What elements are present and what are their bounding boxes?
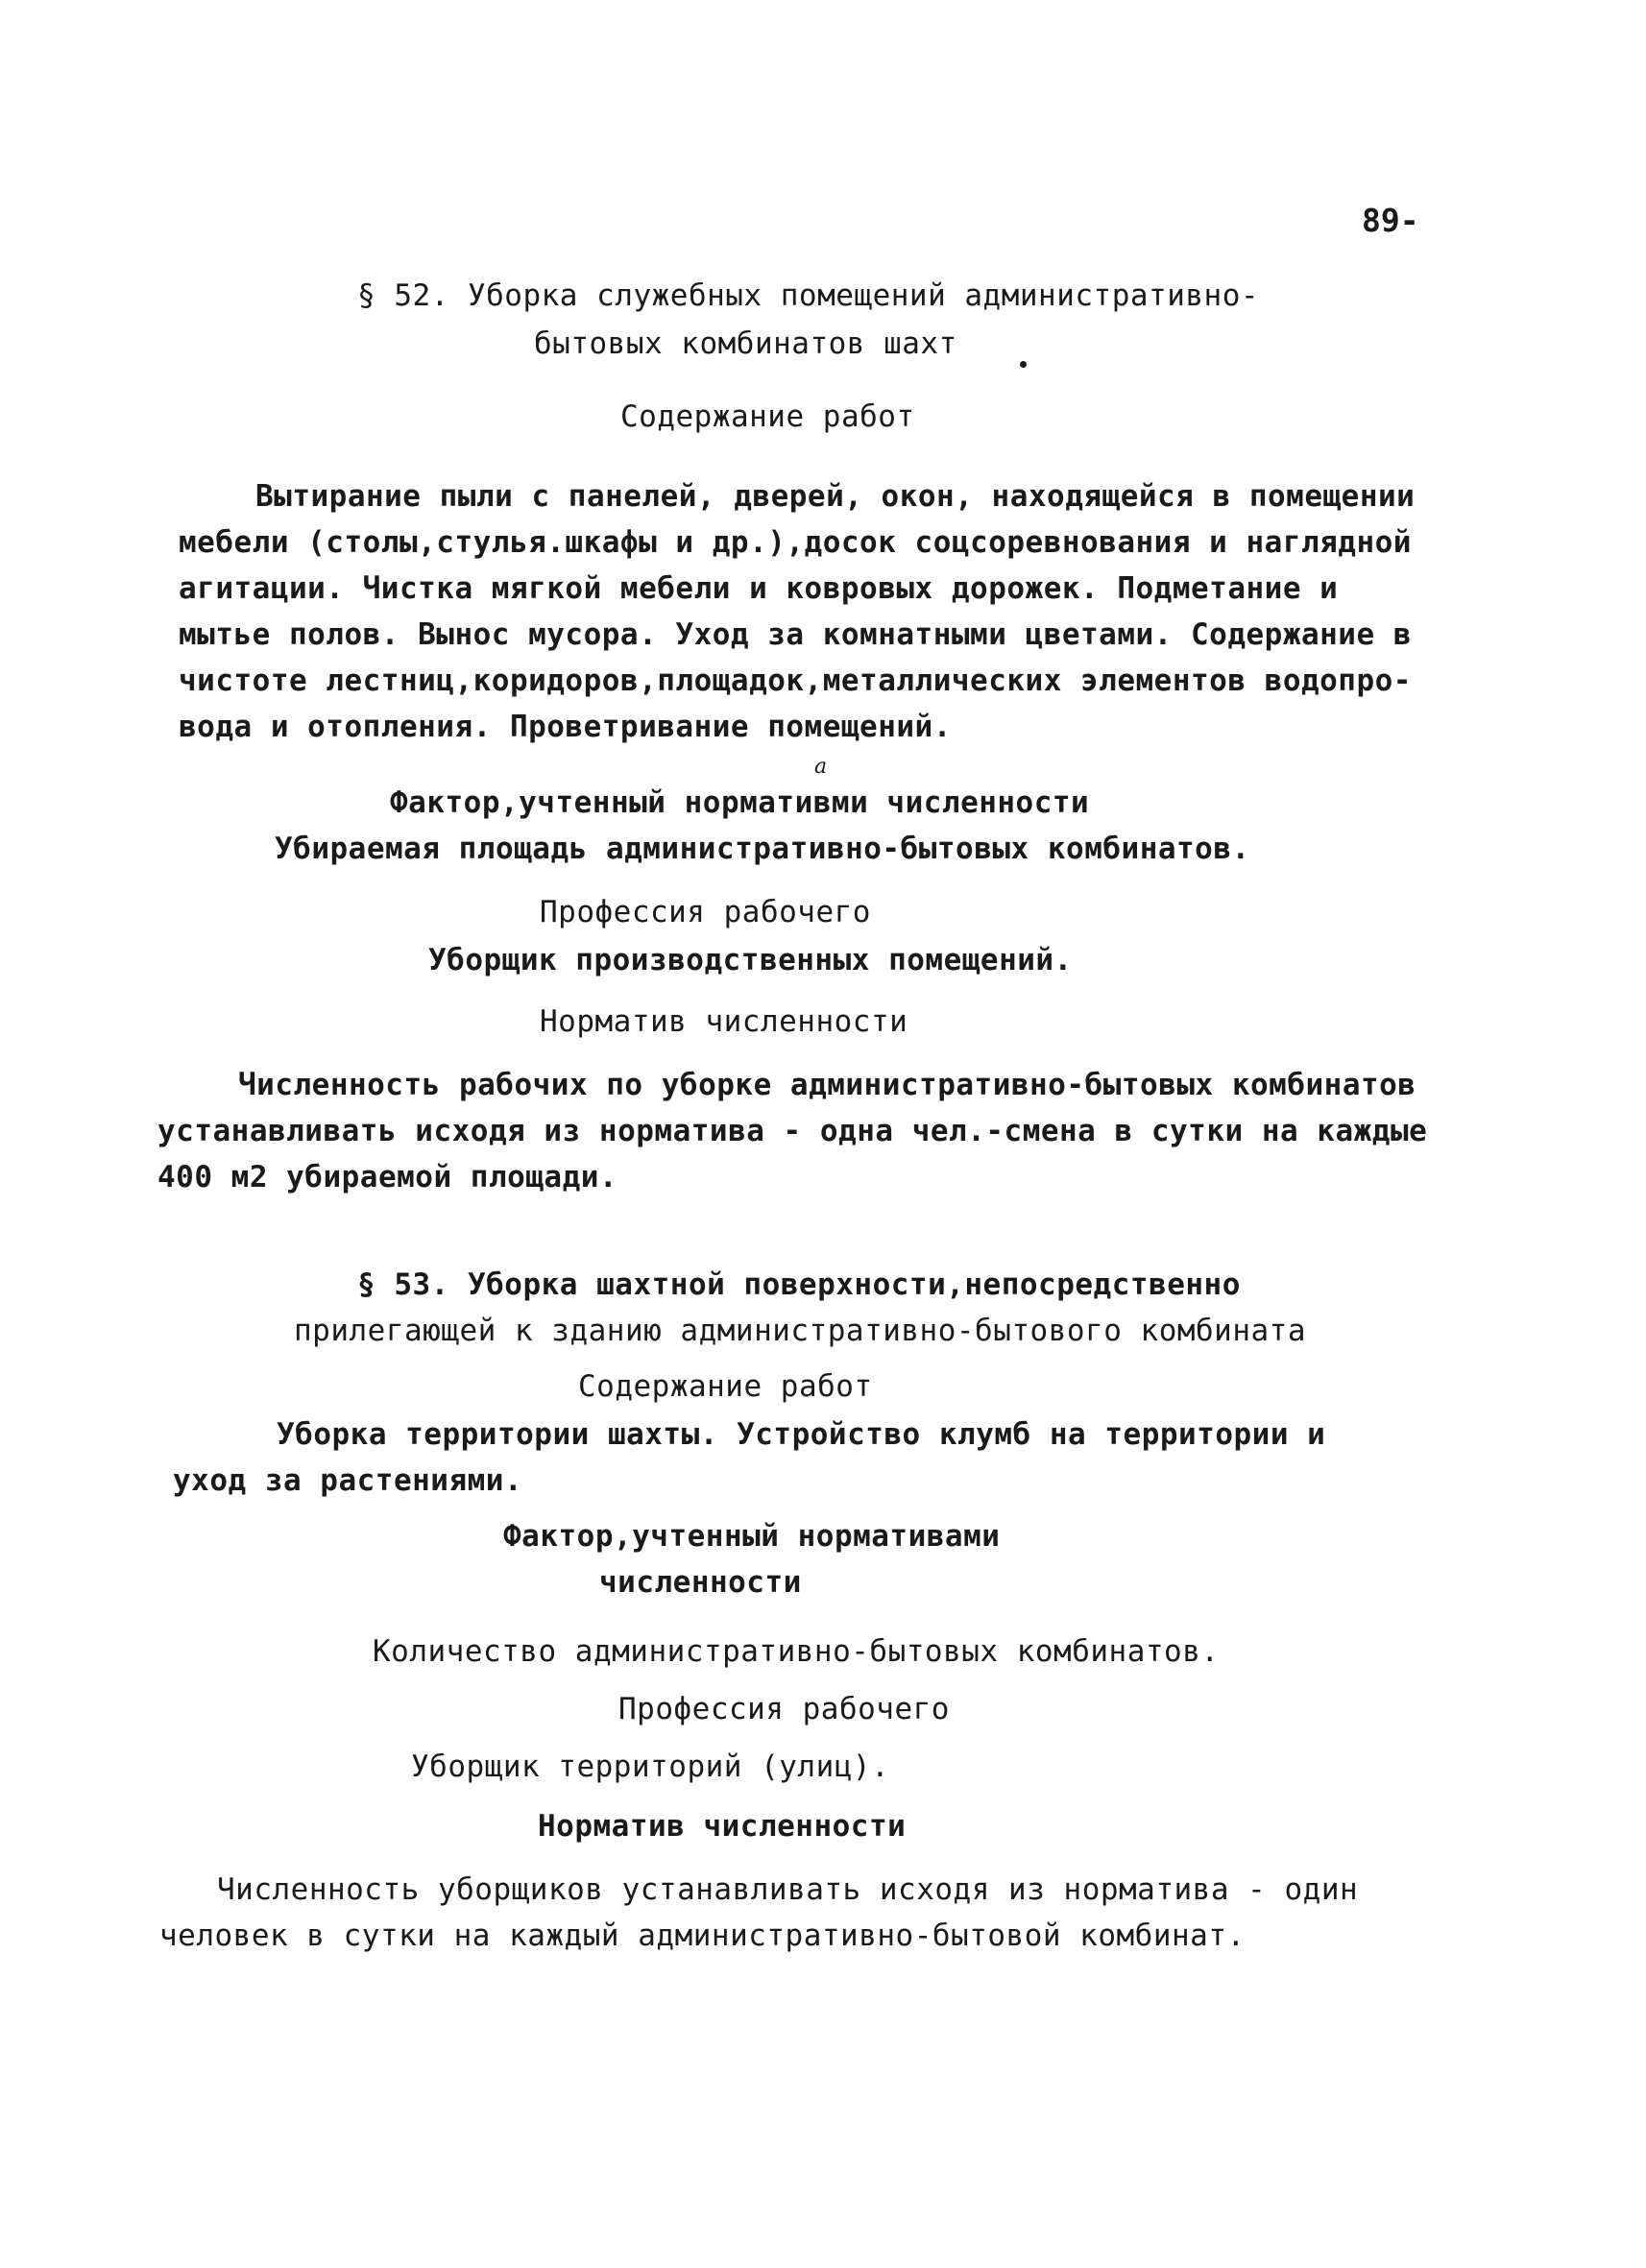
- s52-content-line: мытье полов. Вынос мусора. Уход за комнатными цветами. Содержание в: [179, 617, 1412, 652]
- s52-norm-line: устанавливать исходя из норматива - одна чел.-смена в сутки на каждые: [157, 1114, 1428, 1148]
- s52-content-title: Содержание работ: [620, 399, 915, 434]
- s53-heading-line1: § 53. Уборка шахтной поверхности,непосредственно: [357, 1267, 1241, 1302]
- s52-norm-title: Норматив численности: [540, 1004, 908, 1039]
- s52-content-line: агитации. Чистка мягкой мебели и ковровых дорожек. Подметание и: [179, 571, 1339, 606]
- s52-factor-title: Фактор,учтенный нормативми численности: [390, 785, 1090, 820]
- s53-norm-line: Численность уборщиков устанавливать исходя из норматива - один: [217, 1872, 1359, 1907]
- s52-content-line: чистоте лестниц,коридоров,площадок,металлических элементов водопро-: [179, 664, 1412, 698]
- s53-profession-value: Уборщик территорий (улиц).: [411, 1749, 890, 1784]
- s52-content-line: мебели (столы,стулья.шкафы и др.),досок соцсоревнования и наглядной: [179, 525, 1412, 560]
- s52-content-line: Вытирание пыли с панелей, дверей, окон, находящейся в помещении: [255, 479, 1416, 514]
- s53-factor-value: Количество административно-бытовых комбинатов.: [373, 1634, 1220, 1669]
- s53-profession-title: Профессия рабочего: [618, 1692, 950, 1726]
- s52-heading-line1: § 52. Уборка служебных помещений административно-: [357, 278, 1260, 313]
- s52-norm-line: 400 м2 убираемой площади.: [157, 1160, 618, 1194]
- s52-profession-value: Уборщик производственных помещений.: [428, 943, 1073, 977]
- s53-factor-title-line2: численности: [599, 1565, 802, 1600]
- s52-content-line: вода и отопления. Проветривание помещений.: [179, 710, 952, 744]
- handwritten-correction: а: [814, 755, 828, 779]
- page-number: 89-: [1362, 202, 1419, 239]
- s53-norm-line: человек в сутки на каждый административно-бытовой комбинат.: [159, 1918, 1246, 1953]
- ink-dot: [1020, 361, 1027, 368]
- s52-heading-line2: бытовых комбинатов шахт: [534, 326, 957, 361]
- s53-factor-title-line1: Фактор,учтенный нормативами: [503, 1519, 1001, 1554]
- s52-norm-line: Численность рабочих по уборке административно-бытовых комбинатов: [238, 1068, 1416, 1102]
- s53-content-title: Содержание работ: [578, 1369, 873, 1404]
- s53-norm-title: Норматив численности: [538, 1809, 907, 1844]
- s53-content-line: Уборка территории шахты. Устройство клумб на территории и: [277, 1417, 1326, 1452]
- s53-content-line: уход за растениями.: [173, 1463, 523, 1498]
- s53-heading-line2: прилегающей к зданию административно-бытового комбината: [294, 1314, 1306, 1348]
- s52-profession-title: Профессия рабочего: [540, 895, 871, 929]
- s52-factor-value: Убираемая площадь административно-бытовых комбинатов.: [275, 832, 1250, 866]
